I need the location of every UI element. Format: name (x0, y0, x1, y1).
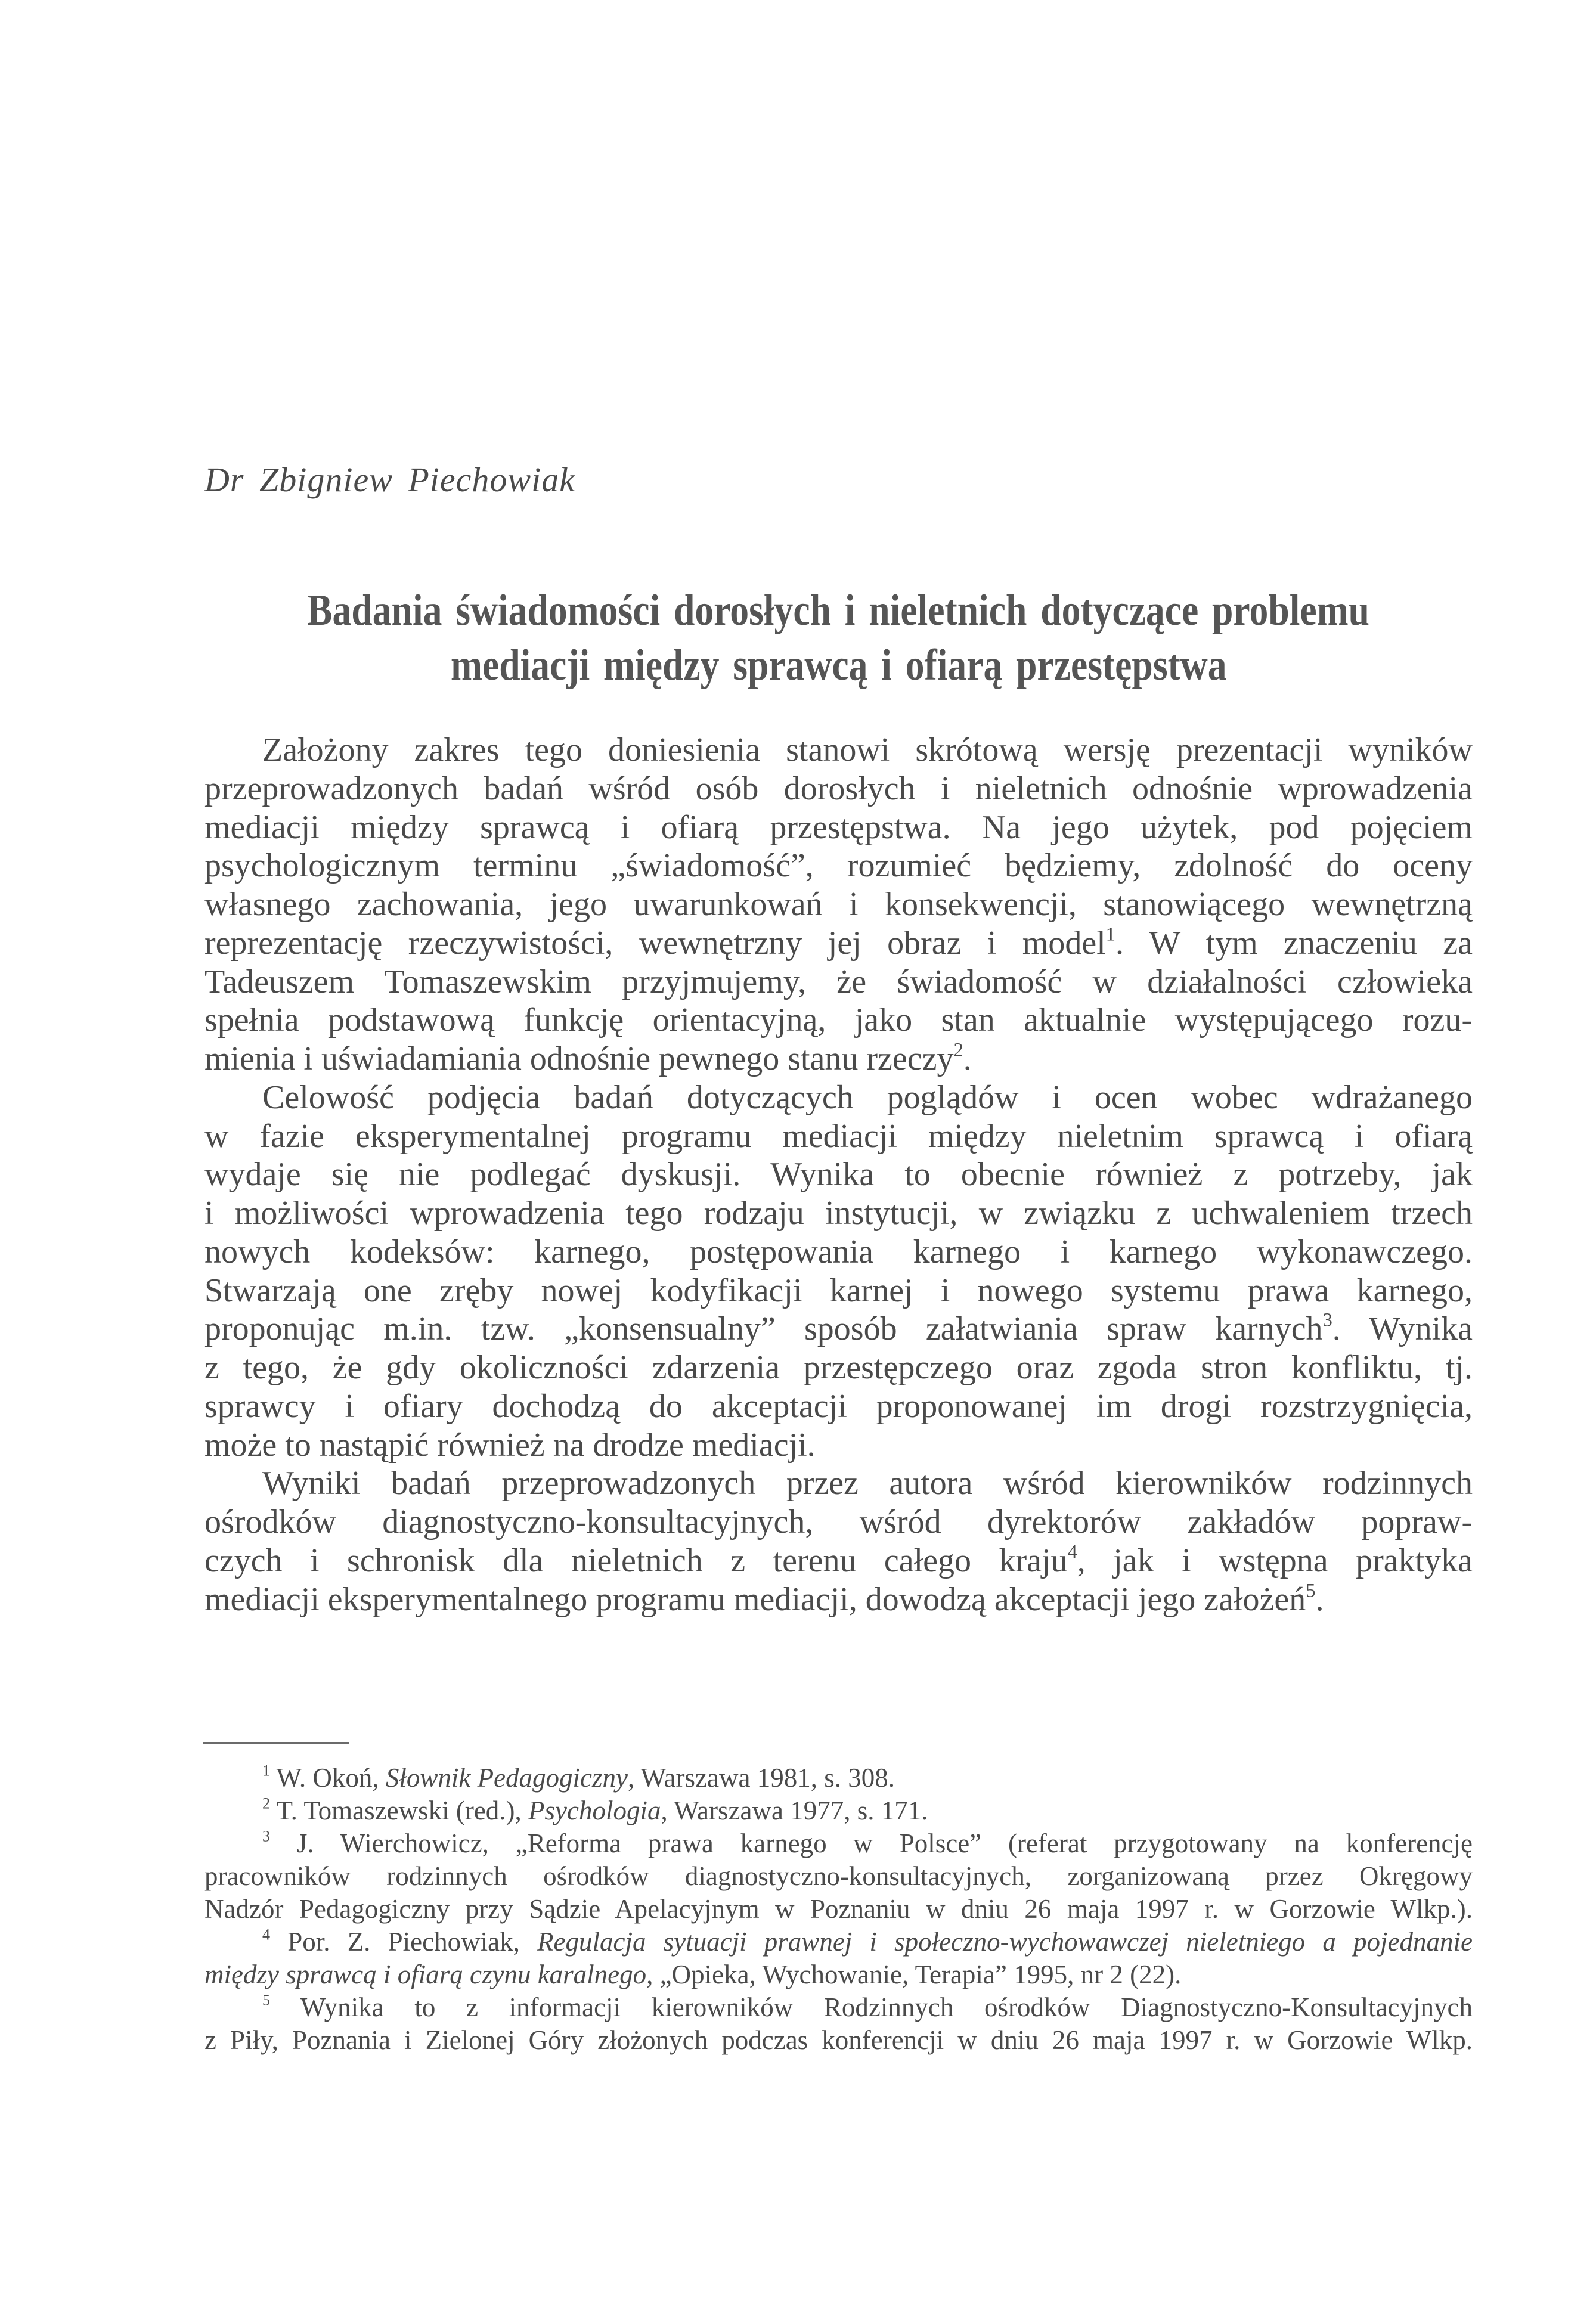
footnote-ref-1[interactable]: 1 (1105, 923, 1116, 946)
body-line (204, 1272, 1473, 1310)
body-line (204, 924, 1473, 963)
body-line (204, 1194, 1473, 1233)
body-text: . Wynika (1332, 1310, 1473, 1348)
body-text: spełnia podstawową funkcję orientacyjną, jako stan aktualnie występującego rozu- (204, 1002, 1473, 1039)
footnote-text: Wynika to z informacji kierowników Rodzinnych ośrodków Diagnostyczno-Konsultacyjnych (300, 1992, 1473, 2022)
body-line (204, 1117, 1473, 1156)
article-title (204, 583, 1473, 693)
body-text: z tego, że gdy okoliczności zdarzenia przestępczego oraz zgoda stron konfliktu, tj. (204, 1349, 1473, 1386)
body-line (204, 1078, 1473, 1117)
body-line (204, 770, 1473, 808)
footnote-3 (204, 1827, 1473, 1860)
footnote-text: , Warszawa 1977, s. 171. (661, 1796, 928, 1825)
footnote-ref-4[interactable]: 4 (1067, 1541, 1077, 1563)
body-text: mediacji eksperymentalnego programu mediacji, dowodzą akceptacji jego założeń (204, 1580, 1306, 1618)
body-text: ośrodków diagnostyczno-konsultacyjnych, wśród dyrektorów zakładów popraw- (204, 1504, 1473, 1540)
body-line (204, 963, 1473, 1002)
body-text: reprezentację rzeczywistości, wewnętrzny jej obraz i model (204, 924, 1106, 962)
body-line (204, 1580, 1473, 1619)
body-text: . (963, 1040, 972, 1077)
footnote-number: 1 (262, 1762, 271, 1780)
footnote-italic-title: Psychologia (528, 1796, 661, 1825)
footnote-ref-5[interactable]: 5 (1306, 1579, 1316, 1601)
body-line (204, 731, 1473, 770)
footnote-4 (204, 1926, 1473, 1958)
footnote-5 (204, 1991, 1473, 2024)
footnote-text: Por. Z. Piechowiak, (287, 1927, 538, 1957)
footnote-ref-3[interactable]: 3 (1322, 1309, 1332, 1331)
body-text: mediacji między sprawcą i ofiarą przestępstwa. Na jego użytek, pod pojęciem (204, 808, 1473, 846)
body-text: mienia i uświadamiania odnośnie pewnego stanu rzeczy (204, 1040, 954, 1077)
body-text: . (1315, 1580, 1324, 1618)
footnote-text: W. Okoń, (276, 1763, 386, 1793)
body-text: Stwarzają one zręby nowej kodyfikacji karnej i nowego systemu prawa karnego, (204, 1272, 1473, 1309)
title-line-2 (204, 638, 1473, 693)
title-line-1-text: Badania świadomości dorosłych i nieletnich dotyczące problemu (307, 586, 1370, 635)
footnote-1 (204, 1762, 1473, 1794)
body-text: nowych kodeksów: karnego, postępowania karnego i karnego wykonawczego. (204, 1233, 1473, 1270)
body-text: Wyniki badań przeprowadzonych przez autora wśród kierowników rodzinnych (262, 1465, 1473, 1502)
title-line-1 (204, 583, 1473, 638)
body-line (204, 1542, 1473, 1580)
body-line (204, 1155, 1473, 1194)
body-text: w fazie eksperymentalnej programu mediacji między nieletnim sprawcą i ofiarą (204, 1117, 1473, 1155)
footnote-2 (204, 1794, 1473, 1827)
footnote-text: J. Wierchowicz, „Reforma prawa karnego w Polsce” (referat przygotowany na konferencję (296, 1828, 1473, 1858)
body-line (204, 1349, 1473, 1387)
body-text: sprawcy i ofiary dochodzą do akceptacji proponowanej im drogi rozstrzygnięcia, (204, 1387, 1473, 1425)
footnote-number: 3 (262, 1827, 271, 1845)
footnote-italic-title: między sprawcą i ofiarą czynu karalnego (204, 1960, 647, 1989)
body-text: , jak i wstępna praktyka (1077, 1542, 1473, 1579)
body-text: i możliwości wprowadzenia tego rodzaju instytucji, w związku z uchwaleniem trzech (204, 1195, 1473, 1232)
footnote-3-cont (204, 1893, 1473, 1926)
footnote-number: 2 (262, 1794, 271, 1812)
body-line (204, 1503, 1473, 1542)
footnote-separator (203, 1742, 349, 1744)
body-text: Tadeuszem Tomaszewskim przyjmujemy, że świadomość w działalności człowieka (204, 963, 1473, 1000)
body-line (204, 885, 1473, 924)
body-line (204, 1387, 1473, 1426)
footnotes (204, 1762, 1473, 2057)
body-text: . W tym znaczeniu za (1115, 924, 1473, 962)
body-text: proponując m.in. tzw. „konsensualny” sposób załatwiania spraw karnych (204, 1310, 1323, 1348)
article-body (204, 731, 1473, 1619)
body-line (204, 1464, 1473, 1503)
footnote-text: pracowników rodzinnych ośrodków diagnostyczno-konsultacyjnych, zorganizowaną przez Okręgowy (204, 1861, 1473, 1891)
footnote-text: T. Tomaszewski (red.), (276, 1796, 529, 1825)
body-text: wydaje się nie podlegać dyskusji. Wynika to obecnie również z potrzeby, jak (204, 1156, 1473, 1194)
body-text: może to nastąpić również na drodze mediacji. (204, 1426, 816, 1464)
body-line (204, 1040, 1473, 1078)
body-line (204, 1233, 1473, 1272)
body-text: psychologicznym terminu „świadomość”, rozumieć będziemy, zdolność do oceny (204, 847, 1473, 885)
footnote-italic-title: Regulacja sytuacji prawnej i społeczno-wychowawczej nieletniego a pojednanie (537, 1927, 1473, 1957)
footnote-text: z Piły, Poznania i Zielonej Góry złożonych podczas konferencji w dniu 26 maja 1997 r. w Gorzowie Wlkp. (204, 2025, 1473, 2055)
body-text: Założony zakres tego doniesienia stanowi skrótową wersję prezentacji wyników (262, 731, 1473, 768)
body-text: czych i schronisk dla nieletnich z terenu całego kraju (204, 1542, 1068, 1579)
footnote-text: , „Opieka, Wychowanie, Terapia” 1995, nr 2 (22). (646, 1960, 1182, 1989)
footnote-text: Nadzór Pedagogiczny przy Sądzie Apelacyjnym w Poznaniu w dniu 26 maja 1997 r. w Gorzowie Wlkp.). (204, 1894, 1473, 1924)
footnote-number: 4 (262, 1926, 271, 1943)
footnote-3-cont (204, 1860, 1473, 1893)
footnote-ref-2[interactable]: 2 (953, 1039, 963, 1061)
author-name: Dr Zbigniew Piechowiak (204, 460, 575, 499)
body-text: Celowość podjęcia badań dotyczących poglądów i ocen wobec wdrażanego (262, 1078, 1473, 1116)
footnote-italic-title: Słownik Pedagogiczny (385, 1763, 628, 1793)
body-line (204, 808, 1473, 847)
body-text: przeprowadzonych badań wśród osób dorosłych i nieletnich odnośnie wprowadzenia (204, 770, 1473, 807)
title-line-2-text: mediacji między sprawcą i ofiarą przestępstwa (450, 641, 1227, 690)
footnote-number: 5 (262, 1991, 271, 2009)
body-line (204, 1001, 1473, 1040)
body-line (204, 847, 1473, 885)
body-text: własnego zachowania, jego uwarunkowań i konsekwencji, stanowiącego wewnętrzną (204, 886, 1473, 923)
footnote-5-cont (204, 2024, 1473, 2057)
body-line (204, 1310, 1473, 1349)
body-line (204, 1426, 1473, 1465)
footnote-4-cont (204, 1958, 1473, 1991)
footnote-text: , Warszawa 1981, s. 308. (628, 1763, 895, 1793)
